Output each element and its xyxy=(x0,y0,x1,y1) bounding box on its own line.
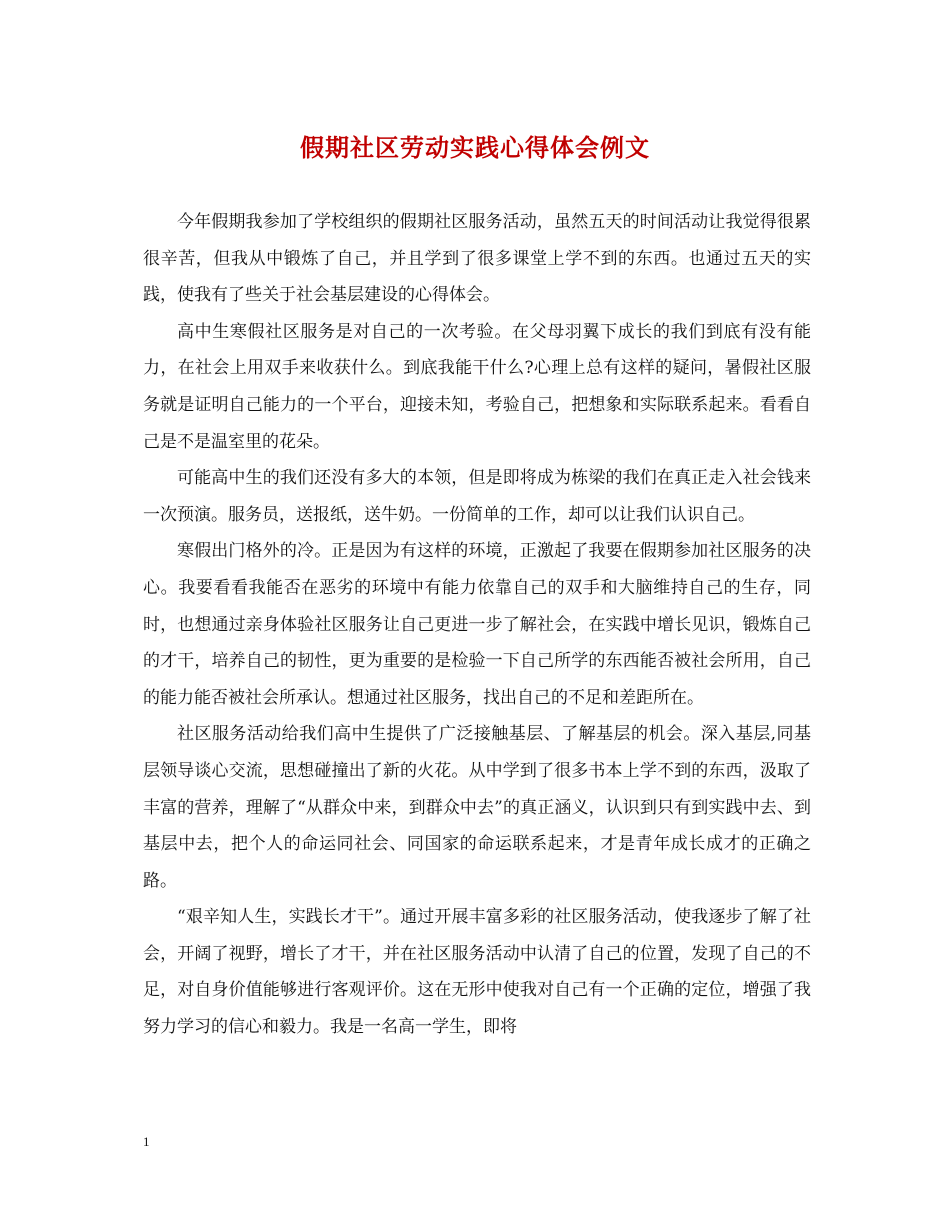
paragraph-1: 今年假期我参加了学校组织的假期社区服务活动，虽然五天的时间活动让我觉得很累很辛苦，但我从中锻炼了自己，并且学到了很多课堂上学不到的东西。也通过五天的实践，使我有了些关于社会基层建设的心得体会。 xyxy=(143,212,811,306)
paragraph-4: 寒假出门格外的冷。正是因为有这样的环境，正激起了我要在假期参加社区服务的决心。我要看看我能否在恶劣的环境中有能力依靠自己的双手和大脑维持自己的生存，同时，也想通过亲身体验社区服务让自己更进一步了解社会，在实践中增长见识，锻炼自己的才干，培养自己的韧性，更为重要的是检验一下自己所学的东西能否被社会所用，自己的能力能否被社会所承认。想通过社区服务，找出自己的不足和差距所在。 xyxy=(143,541,811,708)
page-number: 1 xyxy=(143,1134,150,1149)
paragraph-5: 社区服务活动给我们高中生提供了广泛接触基层、了解基层的机会。深入基层,同基层领导谈心交流，思想碰撞出了新的火花。从中学到了很多书本上学不到的东西，汲取了丰富的营养，理解了“从群众中来，到群众中去”的真正涵义，认识到只有到实践中去、到基层中去，把个人的命运同社会、同国家的命运联系起来，才是青年成长成才的正确之路。 xyxy=(143,724,811,891)
document-title: 假期社区劳动实践心得体会例文 xyxy=(300,134,650,162)
paragraph-2: 高中生寒假社区服务是对自己的一次考验。在父母羽翼下成长的我们到底有没有能力，在社会上用双手来收获什么。到底我能干什么?心理上总有这样的疑问，暑假社区服务就是证明自己能力的一个平台，迎接未知，考验自己，把想象和实际联系起来。看看自己是不是温室里的花朵。 xyxy=(143,321,811,452)
document-body xyxy=(143,204,811,1046)
paragraph-3: 可能高中生的我们还没有多大的本领，但是即将成为栋梁的我们在真正走入社会钱来一次预演。服务员，送报纸，送牛奶。一份简单的工作，却可以让我们认识自己。 xyxy=(143,468,811,525)
paragraph-6: “艰辛知人生，实践长才干”。通过开展丰富多彩的社区服务活动，使我逐步了解了社会，开阔了视野，增长了才干，并在社区服务活动中认清了自己的位置，发现了自己的不足，对自身价值能够进行客观评价。这在无形中使我对自己有一个正确的定位，增强了我努力学习的信心和毅力。我是一名高一学生，即将 xyxy=(143,907,811,1038)
